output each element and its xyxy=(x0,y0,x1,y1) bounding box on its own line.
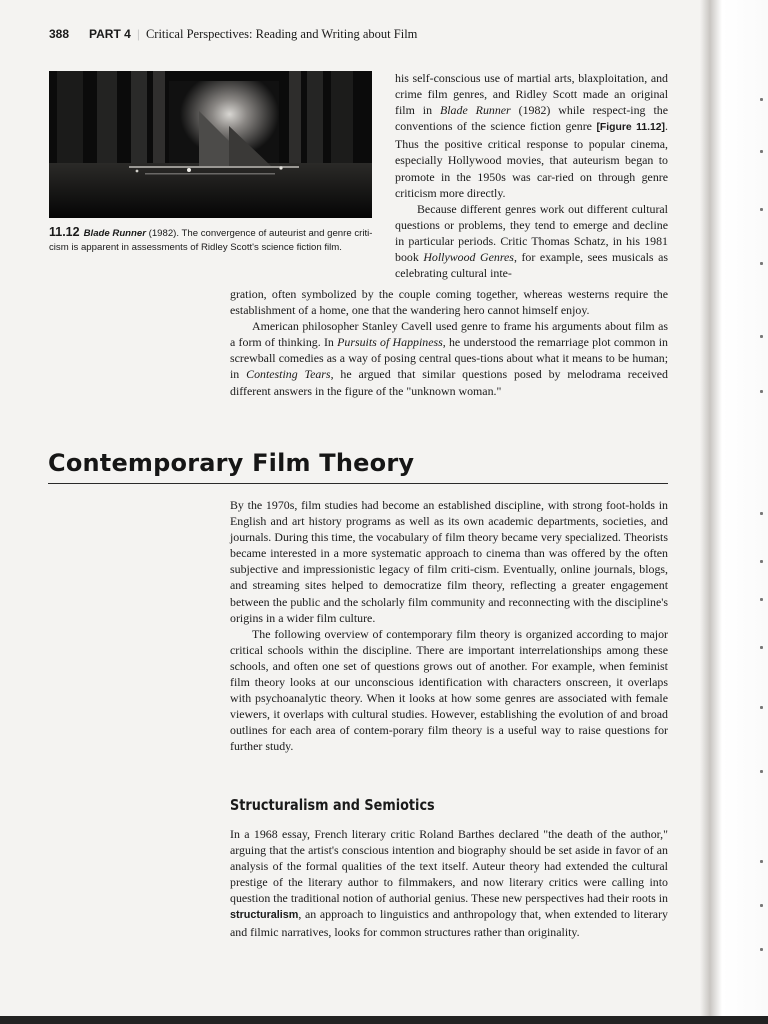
text-run: , he understood the remarriage plot common in screwball comedies as a way of posing central ques-tions about what it means to be human; in xyxy=(230,335,668,382)
paragraph: The following overview of contemporary film theory is organized according to major critical schools within the discipline. There are important interrelationships among these schools, and often one set of questions grows out of another. For example, when feminist film theory looks at our unconscious identification with characters onscreen, it overlaps with psychoanalytic theory. When it looks at how some genres are associated with female viewers, it overlaps with cultural studies. However, establishing the evolution of and broad outlines for each area of contem-porary film theory is a useful way to raise questions for further study. xyxy=(230,626,668,754)
section-heading-rule xyxy=(48,483,668,484)
right-column-text xyxy=(395,70,668,281)
paragraph xyxy=(395,70,668,201)
next-page-marks xyxy=(754,0,768,1024)
text-run: his self-conscious use of martial arts, blaxploitation, and crime film genres, and Ridley Scott made an original film in xyxy=(395,71,668,118)
text-run: , for example, sees musicals as celebrating cultural inte- xyxy=(395,250,668,281)
figure-film-title: Blade Runner xyxy=(83,228,146,239)
book-title: Hollywood Genres xyxy=(423,250,514,265)
part-label: PART 4 xyxy=(89,27,131,41)
text-run: gration, often symbolized by the couple coming together, whereas westerns require the establishment of a home, one that the wandering hero cannot himself enjoy. xyxy=(230,287,668,318)
book-title: Pursuits of Happiness xyxy=(337,335,443,350)
subsection-text-block xyxy=(230,826,668,940)
running-head-title: Critical Perspectives: Reading and Writing about Film xyxy=(145,27,418,41)
key-term: structuralism xyxy=(230,909,299,922)
paragraph xyxy=(395,201,668,281)
film-still-icon xyxy=(49,71,372,218)
page-number: 388 xyxy=(49,27,70,41)
section-text-block xyxy=(230,497,668,755)
subsection-heading: Structuralism and Semiotics xyxy=(230,796,435,814)
figure-caption xyxy=(49,226,379,254)
scan-bottom-edge xyxy=(0,1016,768,1024)
film-title: Blade Runner xyxy=(439,103,511,118)
text-run: In a 1968 essay, French literary critic Roland Barthes declared "the death of the author," arguing that the artist's conscious intention and biography should be set aside in favor of an analysis of the formal qualities of the text itself. Auteur theory had extended the cultural prestige of the literary author to filmmakers, and now literary critics were calling into question the traditional notion of authorial genius. These new perspectives had their roots in xyxy=(230,827,668,906)
paragraph xyxy=(230,826,668,940)
section-heading: Contemporary Film Theory xyxy=(48,449,415,477)
paragraph: By the 1970s, film studies had become an established discipline, with strong foot-holds in English and art history programs as well as its own academic departments, societies, and journals. During this time, the vocabulary of film theory became very specialized. Theorists became interested in a more systematic approach to cinema than was offered by the often subjective and impressionistic legacy of film criti-cism. Eventually, online journals, blogs, and streaming sites helped to democratize film theory, reflecting a greater engagement between the public and the scholarly film community and reconnecting with the discipline's origins in a wider film culture. xyxy=(230,498,668,625)
figure-number: 11.12 xyxy=(49,225,80,239)
paragraph xyxy=(230,318,668,398)
text-run: (1982) while respect-ing the conventions of the science fiction genre xyxy=(395,103,668,134)
text-run: , he argued that similar questions posed by melodrama received different answers in the figure of the "unknown woman." xyxy=(230,367,668,398)
wide-text-block xyxy=(230,286,668,399)
figure-reference: [Figure 11.12] xyxy=(596,122,666,134)
text-run: , an approach to linguistics and anthropology that, when extended to literary and filmic narratives, looks for common structures rather than originality. xyxy=(230,907,668,939)
text-run: American philosopher Stanley Cavell used genre to frame his arguments about film as a form of thinking. In xyxy=(230,319,668,350)
paragraph xyxy=(230,286,668,318)
running-head-separator: | xyxy=(136,27,140,41)
running-head xyxy=(49,27,417,42)
figure-caption-text: (1982). The convergence of auteurist and genre criti-cism is apparent in assessments of Ridley Scott's science fiction film. xyxy=(49,228,373,253)
text-run: Because different genres work out different cultural questions or problems, they tend to emerge and decline in particular periods. Critic Thomas Schatz, in his 1981 book xyxy=(395,201,668,265)
figure-image xyxy=(49,71,372,218)
text-run: . Thus the positive critical response to popular cinema, especially Hollywood movies, that auteurism began to promote in the 1950s was car-ried on through genre criticism more directly. xyxy=(395,119,668,200)
book-title: Contesting Tears xyxy=(246,367,331,382)
